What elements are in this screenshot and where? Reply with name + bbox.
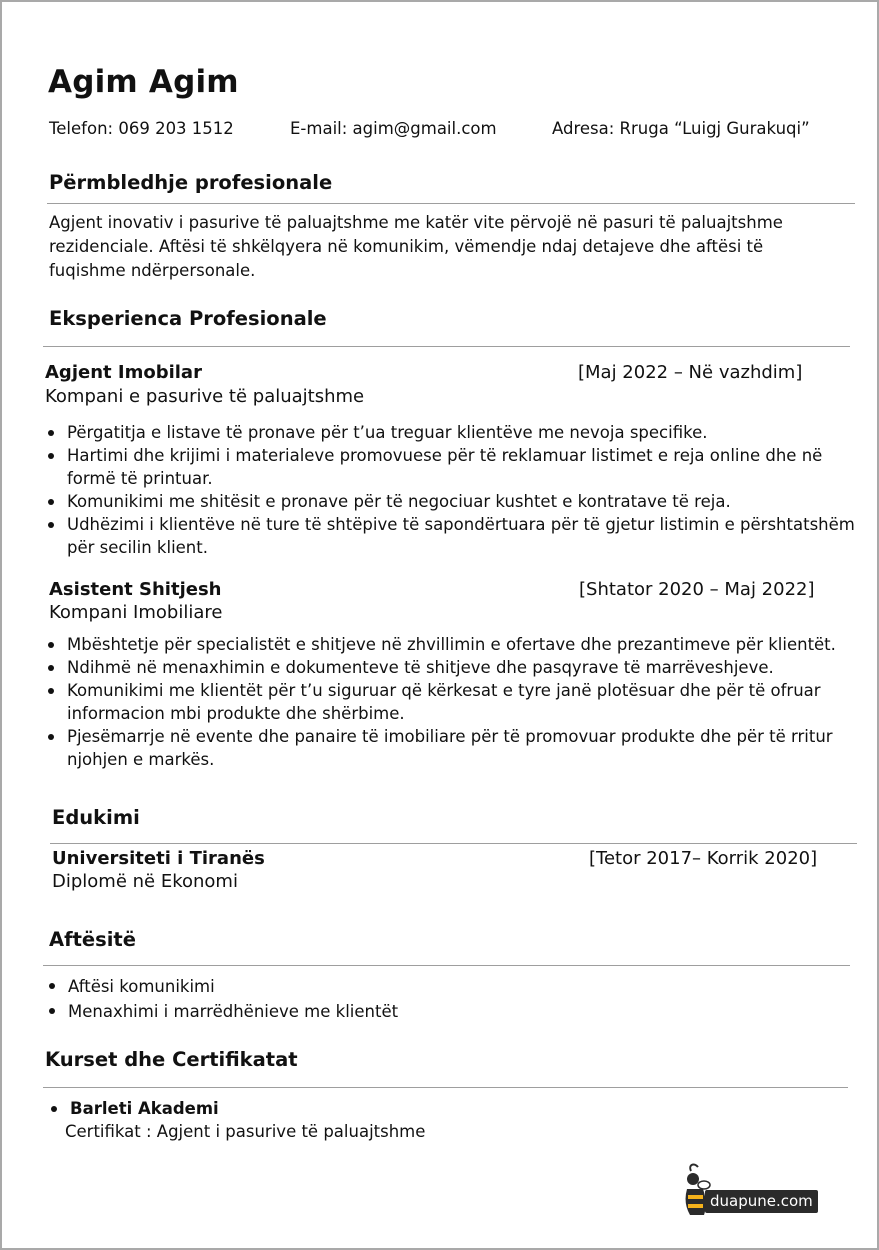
contact-phone: Telefon: 069 203 1512 — [49, 119, 234, 138]
candidate-name: Agim Agim — [48, 64, 239, 100]
skills-list — [46, 974, 398, 1024]
list-item: Ndihmë në menaxhimin e dokumenteve të shitjeve dhe pasqyrave të marrëveshjeve. — [45, 656, 836, 679]
school-name: Universiteti i Tiranës — [52, 848, 265, 869]
job-title: Asistent Shitjesh — [49, 579, 222, 600]
list-item: Udhëzimi i klientëve në ture të shtëpive të sapondërtuara për të gjetur listimin e përshtatshëm — [45, 513, 855, 536]
job-title: Agjent Imobilar — [45, 362, 202, 383]
certificate-text: Certifikat : Agjent i pasurive të paluajtshme — [65, 1122, 426, 1141]
contact-email: E-mail: agim@gmail.com — [290, 119, 497, 138]
contact-address: Adresa: Rruga “Luigj Gurakuqi” — [552, 119, 810, 138]
courses-divider — [43, 1087, 848, 1088]
summary-line: Agjent inovativ i pasurive të paluajtshme me katër vite përvojë në pasuri të paluajtshme — [49, 213, 783, 232]
education-divider — [50, 843, 857, 844]
list-item-continuation: informacion mbi produkte dhe shërbime. — [67, 704, 405, 723]
experience-divider — [43, 346, 850, 347]
experience-heading: Eksperienca Profesionale — [49, 307, 327, 330]
summary-divider — [47, 203, 855, 204]
skills-divider — [43, 965, 850, 966]
job-bullets — [45, 633, 836, 771]
degree: Diplomë në Ekonomi — [52, 871, 238, 892]
duapune-logo — [684, 1163, 822, 1217]
list-item: Barleti Akademi — [48, 1097, 219, 1120]
list-item: Menaxhimi i marrëdhënieve me klientët — [46, 999, 398, 1024]
list-item: Mbështetje për specialistët e shitjeve në zhvillimin e ofertave dhe prezantimeve për klientët. — [45, 633, 836, 656]
courses-list — [48, 1097, 219, 1120]
summary-line: fuqishme ndërpersonale. — [49, 261, 256, 280]
job-company: Kompani Imobiliare — [49, 602, 223, 623]
list-item: Pjesëmarrje në evente dhe panaire të imobiliare për të promovuar produkte dhe për të rritur — [45, 725, 836, 748]
list-item: Komunikimi me shitësit e pronave për të negociuar kushtet e kontratave të reja. — [45, 490, 855, 513]
education-heading: Edukimi — [52, 806, 140, 829]
list-item-continuation: njohjen e markës. — [67, 750, 215, 769]
list-item-continuation: për secilin klient. — [67, 538, 208, 557]
list-item: Hartimi dhe krijimi i materialeve promovuese për të reklamuar listimet e reja online dhe në — [45, 444, 855, 467]
summary-text — [49, 211, 783, 283]
list-item: Komunikimi me klientët për t’u siguruar që kërkesat e tyre janë plotësuar dhe për të ofruar — [45, 679, 836, 702]
skills-heading: Aftësitë — [49, 928, 136, 951]
courses-heading: Kurset dhe Certifikatat — [45, 1048, 298, 1071]
list-item-continuation: formë të printuar. — [67, 469, 213, 488]
list-item: Përgatitja e listave të pronave për t’ua treguar klientëve me nevoja specifike. — [45, 421, 855, 444]
summary-line: rezidenciale. Aftësi të shkëlqyera në komunikim, vëmendje ndaj detajeve dhe aftësi të — [49, 237, 764, 256]
summary-heading: Përmbledhje profesionale — [49, 171, 333, 194]
job-dates: [Shtator 2020 – Maj 2022] — [579, 579, 815, 600]
education-dates: [Tetor 2017– Korrik 2020] — [589, 848, 818, 869]
logo-text: duapune.com — [705, 1190, 818, 1213]
job-company: Kompani e pasurive të paluajtshme — [45, 386, 365, 407]
job-bullets — [45, 421, 855, 559]
job-dates: [Maj 2022 – Në vazhdim] — [578, 362, 803, 383]
list-item: Aftësi komunikimi — [46, 974, 398, 999]
